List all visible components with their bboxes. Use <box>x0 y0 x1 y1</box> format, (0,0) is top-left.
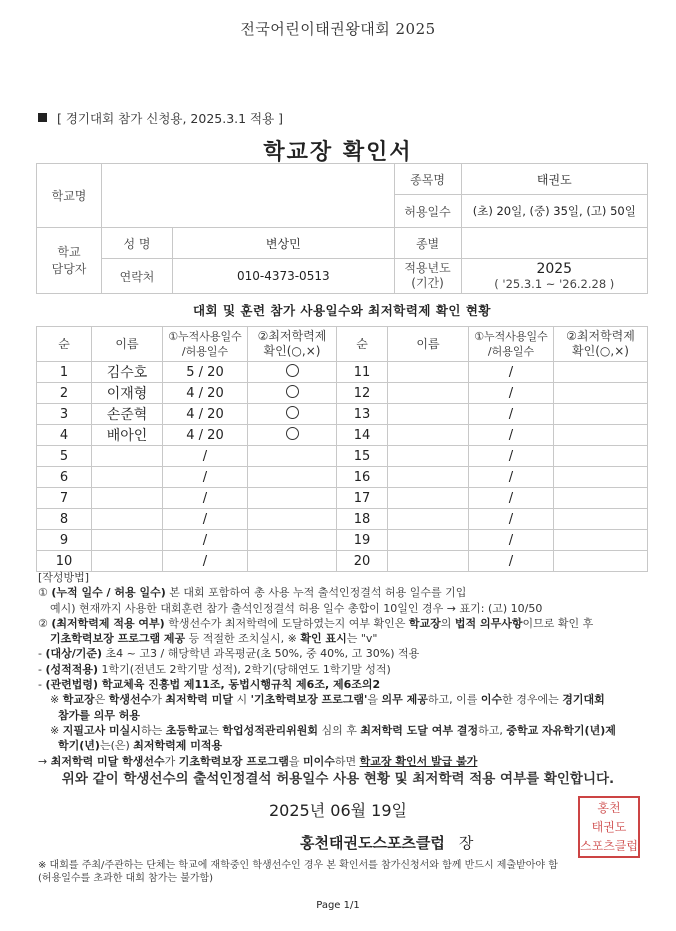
row-check <box>554 425 648 446</box>
row-days: / <box>163 509 248 530</box>
instruction-line: - (대상/기준) 초4 ~ 고3 / 해당학년 과목평균(초 50%, 중 40%, 고 30%) 적용 <box>38 647 420 661</box>
status-header-row <box>37 327 648 362</box>
table-row <box>37 509 648 530</box>
contact-label: 연락처 <box>102 259 173 294</box>
instruction-line: 학기(년)는(은) 최저학력제 미적용 <box>58 739 223 753</box>
row-check <box>248 383 337 404</box>
table-row <box>37 425 648 446</box>
row-days: / <box>469 362 554 383</box>
confirm-date: 2025년 06월 19일 <box>269 801 407 820</box>
status-caption: 대회 및 훈련 참가 사용일수와 최저학력제 확인 현황 <box>192 303 492 318</box>
row-no: 13 <box>337 404 388 425</box>
row-days: / <box>469 425 554 446</box>
instruction-line: ② (최저학력제 적용 여부) 학생선수가 최저학력에 도달하였는지 여부 확인은 학교장의 법적 의무사항이므로 확인 후 <box>38 616 594 630</box>
header-days-left: ①누적사용일수 /허용일수 <box>163 327 248 362</box>
row-no: 20 <box>337 551 388 572</box>
row-check <box>554 509 648 530</box>
circle-check-icon <box>286 364 299 377</box>
row-no: 15 <box>337 446 388 467</box>
instruction-line: - (관련법령) 학교체육 진흥법 제11조, 동법시행규칙 제6조, 제6조의2 <box>38 678 381 692</box>
square-bullet-icon <box>38 113 47 122</box>
row-no: 6 <box>37 467 92 488</box>
name-label: 성 명 <box>102 228 173 259</box>
form-note-text: [ 경기대회 참가 신청용, 2025.3.1 적용 ] <box>57 111 284 126</box>
header-check-left: ②최저학력제 확인(○,×) <box>248 327 337 362</box>
category-value <box>461 228 647 259</box>
row-days: / <box>163 551 248 572</box>
row-no: 5 <box>37 446 92 467</box>
instruction-line: ※ 학교장은 학생선수가 최저학력 미달 시 '기초학력보장 프로그램'을 의무 제공하고, 이를 이수한 경우에는 경기대회 <box>50 693 605 707</box>
club-signature <box>300 832 473 853</box>
row-name: 손준혁 <box>92 404 163 425</box>
row-name <box>92 488 163 509</box>
table-row <box>37 383 648 404</box>
row-no: 14 <box>337 425 388 446</box>
school-name-label: 학교명 <box>37 164 102 228</box>
row-name <box>388 425 469 446</box>
row-name <box>92 467 163 488</box>
seal-stamp <box>578 796 640 858</box>
row-no: 7 <box>37 488 92 509</box>
instruction-line: 참가를 의무 허용 <box>58 708 141 722</box>
circle-check-icon <box>286 406 299 419</box>
row-days: 4 / 20 <box>163 383 248 404</box>
row-days: / <box>163 467 248 488</box>
allowed-days-value: (초) 20일, (중) 35일, (고) 50일 <box>461 195 647 228</box>
row-days: / <box>469 530 554 551</box>
row-no: 8 <box>37 509 92 530</box>
row-no: 12 <box>337 383 388 404</box>
row-no: 2 <box>37 383 92 404</box>
row-no: 9 <box>37 530 92 551</box>
instruction-line: 예시) 현재까지 사용한 대회훈련 참가 출석인정결석 허용 일수 총합이 10일인 경우 → 표기: (고) 10/50 <box>50 601 543 615</box>
row-name <box>388 404 469 425</box>
row-no: 18 <box>337 509 388 530</box>
instruction-line: ※ 지필고사 미실시하는 초등학교는 학업성적관리위원회 심의 후 최저학력 도달 여부 결정하고, 중학교 자유학기(년)제 <box>50 723 616 737</box>
instruction-line: → 최저학력 미달 학생선수가 기초학력보장 프로그램을 미이수하면 학교장 확인서 발급 불가 <box>38 754 478 768</box>
row-name: 김수호 <box>92 362 163 383</box>
row-name <box>92 509 163 530</box>
year-value: 2025 <box>536 261 573 277</box>
row-check <box>248 467 337 488</box>
row-check <box>248 425 337 446</box>
row-days: / <box>163 446 248 467</box>
page-number: Page 1/1 <box>316 900 360 911</box>
instruction-line: ① (누적 일수 / 허용 일수) 본 대회 포함하여 총 사용 누적 출석인정결석 허용 일수를 기입 <box>38 586 467 600</box>
row-name <box>388 551 469 572</box>
year-cell <box>461 259 647 294</box>
row-days: 4 / 20 <box>163 425 248 446</box>
row-days: / <box>469 446 554 467</box>
row-no: 10 <box>37 551 92 572</box>
row-check <box>248 551 337 572</box>
row-name <box>92 530 163 551</box>
row-name <box>388 446 469 467</box>
category-label: 종별 <box>394 228 461 259</box>
row-check <box>554 362 648 383</box>
row-days: / <box>469 509 554 530</box>
row-check <box>554 530 648 551</box>
status-table <box>36 326 648 572</box>
row-no: 3 <box>37 404 92 425</box>
row-name: 이재형 <box>92 383 163 404</box>
row-name <box>388 362 469 383</box>
form-note <box>38 109 283 127</box>
teacher-label: 학교 담당자 <box>37 228 102 294</box>
circle-check-icon <box>286 427 299 440</box>
instruction-line: - (성적적용) 1학기(전년도 2학기말 성적), 2학기(당해연도 1학기말 성적) <box>38 662 391 676</box>
row-check <box>554 467 648 488</box>
name-value: 변상민 <box>173 228 395 259</box>
row-name <box>92 446 163 467</box>
row-days: / <box>163 530 248 551</box>
row-check <box>248 404 337 425</box>
footnote: ※ 대회를 주최/주관하는 단체는 학교에 재학중인 학생선수인 경우 본 확인서를 참가신청서와 함께 반드시 제출받아야 함 (허용일수를 초과한 대회 참가는 불가함) <box>38 860 558 884</box>
row-name <box>388 530 469 551</box>
row-days: / <box>469 467 554 488</box>
row-name <box>92 551 163 572</box>
row-check <box>248 446 337 467</box>
row-no: 11 <box>337 362 388 383</box>
allowed-days-label: 허용일수 <box>394 195 461 228</box>
row-no: 16 <box>337 467 388 488</box>
row-days: / <box>469 551 554 572</box>
club-name: 홍천태권도스포츠클럽 <box>300 834 445 852</box>
row-days: 4 / 20 <box>163 404 248 425</box>
row-name <box>388 509 469 530</box>
row-no: 17 <box>337 488 388 509</box>
table-row <box>37 446 648 467</box>
table-row <box>37 404 648 425</box>
table-row <box>37 467 648 488</box>
row-check <box>248 488 337 509</box>
instructions <box>38 570 650 769</box>
row-days: 5 / 20 <box>163 362 248 383</box>
instruction-line: 기초학력보장 프로그램 제공 등 적절한 조치실시, ※ 확인 표시는 "v" <box>50 632 378 646</box>
event-label: 종목명 <box>394 164 461 195</box>
seal-text: 홍천 태권도 스포츠클럽 <box>580 801 638 853</box>
row-check <box>248 509 337 530</box>
row-name <box>388 467 469 488</box>
school-name-value <box>102 164 395 228</box>
instruction-line: [작성방법] <box>38 571 90 584</box>
row-days: / <box>469 488 554 509</box>
row-name <box>388 488 469 509</box>
header-no-left: 순 <box>37 327 92 362</box>
header-name-right: 이름 <box>388 327 469 362</box>
year-label: 적용년도 (기간) <box>394 259 461 294</box>
row-days: / <box>163 488 248 509</box>
row-check <box>554 551 648 572</box>
row-no: 1 <box>37 362 92 383</box>
row-check <box>554 488 648 509</box>
table-row <box>37 551 648 572</box>
header-no-right: 순 <box>337 327 388 362</box>
school-info-table <box>36 163 648 294</box>
contact-value: 010-4373-0513 <box>173 259 395 294</box>
header-check-right: ②최저학력제 확인(○,×) <box>554 327 648 362</box>
row-check <box>248 362 337 383</box>
circle-check-icon <box>286 385 299 398</box>
confirm-sentence: 위와 같이 학생선수의 출석인정결석 허용일수 사용 현황 및 최저학력 적용 여부를 확인합니다. <box>61 771 615 787</box>
event-value: 태권도 <box>461 164 647 195</box>
row-check <box>554 404 648 425</box>
header-days-right: ①누적사용일수 /허용일수 <box>469 327 554 362</box>
row-check <box>554 383 648 404</box>
row-name: 배아인 <box>92 425 163 446</box>
period-value: ( '25.3.1 ~ '26.2.28 ) <box>494 277 615 291</box>
row-check <box>248 530 337 551</box>
row-days: / <box>469 383 554 404</box>
row-name <box>388 383 469 404</box>
row-no: 4 <box>37 425 92 446</box>
header-title: 전국어린이태권왕대회 2025 <box>240 20 436 38</box>
header-name-left: 이름 <box>92 327 163 362</box>
table-row <box>37 488 648 509</box>
document-title: 학교장 확인서 <box>263 140 413 165</box>
row-no: 19 <box>337 530 388 551</box>
table-row <box>37 362 648 383</box>
table-row <box>37 530 648 551</box>
club-suffix: 장 <box>458 834 474 852</box>
row-days: / <box>469 404 554 425</box>
row-check <box>554 446 648 467</box>
